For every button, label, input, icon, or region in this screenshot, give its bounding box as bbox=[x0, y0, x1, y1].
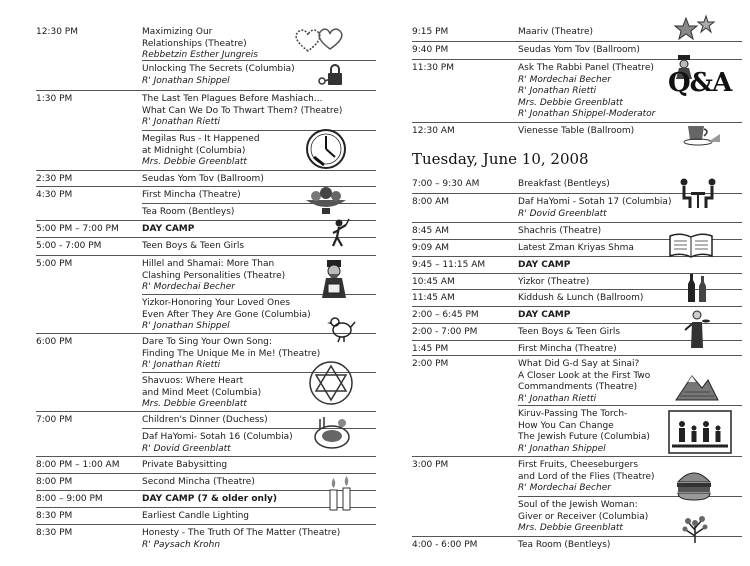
session-title: Tea Room (Bentleys) bbox=[142, 207, 235, 217]
session bbox=[518, 500, 698, 535]
tree-icon bbox=[680, 512, 710, 544]
bird-icon bbox=[326, 310, 356, 344]
speaker-name: R' Jonathan Rietti bbox=[142, 360, 221, 370]
open-book-icon bbox=[668, 232, 714, 260]
session-title: Kiruv-Passing The Torch- bbox=[518, 409, 628, 419]
people-table-icon bbox=[676, 176, 720, 214]
session bbox=[518, 310, 698, 322]
schedule-row bbox=[36, 220, 376, 238]
session bbox=[518, 359, 698, 405]
session bbox=[142, 528, 342, 551]
time-label: 8:30 PM bbox=[36, 511, 73, 521]
session-title: Seudas Yom Tov (Ballroom) bbox=[142, 174, 264, 184]
time-label: 7:00 – 9:30 AM bbox=[412, 179, 480, 189]
session-title: Maariv (Theatre) bbox=[518, 27, 594, 37]
session-title: Maximizing Our bbox=[142, 27, 213, 37]
session-title: What Did G-d Say at Sinai? bbox=[518, 359, 640, 369]
time-label: 9:40 PM bbox=[412, 45, 449, 55]
session-title: Breakfast (Bentleys) bbox=[518, 179, 610, 189]
speaker-name: R' Paysach Krohn bbox=[142, 539, 221, 550]
time-label: 2:00 - 7:00 PM bbox=[412, 327, 478, 337]
session bbox=[142, 64, 342, 87]
baseball-player-icon bbox=[328, 218, 350, 248]
time-label: 4:30 PM bbox=[36, 190, 73, 200]
rabbi-icon bbox=[316, 258, 352, 300]
session-title: Teen Boys & Teen Girls bbox=[518, 327, 621, 337]
session bbox=[142, 511, 342, 523]
session-title: at Midnight (Columbia) bbox=[142, 145, 246, 156]
fruit-basket-icon bbox=[302, 184, 350, 216]
speaker-name: Rebbetzin Esther Jungreis bbox=[142, 50, 258, 60]
speaker-name: R' Jonathan Shippel-Moderator bbox=[518, 109, 656, 119]
divider bbox=[142, 60, 376, 61]
session-title: Shavuos: Where Heart bbox=[142, 376, 244, 386]
schedule-row bbox=[36, 237, 376, 256]
session bbox=[518, 277, 698, 289]
session-title: Second Mincha (Theatre) bbox=[142, 477, 255, 487]
session-title: Megilas Rus - It Happened bbox=[142, 134, 260, 144]
candles-icon bbox=[326, 474, 354, 512]
speaker-name: Mrs. Debbie Greenblatt bbox=[142, 157, 247, 167]
time-label: 11:45 AM bbox=[412, 293, 455, 303]
clock-icon bbox=[304, 127, 348, 171]
session-title: Children's Dinner (Duchess) bbox=[142, 415, 268, 425]
time-label: 2:00 – 6:45 PM bbox=[412, 310, 479, 320]
time-label: 8:00 PM bbox=[36, 477, 73, 487]
divider bbox=[518, 405, 742, 406]
session bbox=[142, 298, 342, 333]
time-label: 5:00 PM – 7:00 PM bbox=[36, 224, 119, 234]
session bbox=[518, 460, 698, 495]
session-title: Tea Room (Bentleys) bbox=[518, 540, 611, 550]
speaker-name: R' Jonathan Rietti bbox=[518, 393, 597, 404]
time-label: 5:00 PM bbox=[36, 259, 73, 269]
time-label: 8:00 AM bbox=[412, 197, 449, 207]
session-title: Even After They Are Gone (Columbia) bbox=[142, 309, 311, 320]
time-label: 3:00 PM bbox=[412, 460, 449, 470]
session-title: DAY CAMP bbox=[518, 310, 571, 320]
star-of-david-icon bbox=[308, 360, 354, 406]
time-label: 10:45 AM bbox=[412, 277, 455, 287]
waiter-icon bbox=[684, 310, 710, 350]
session-title: Kiddush & Lunch (Ballroom) bbox=[518, 293, 644, 303]
time-label: 5:00 - 7:00 PM bbox=[36, 241, 102, 251]
speaker-name: R' Jonathan Rietti bbox=[518, 86, 597, 96]
session-title: and Mind Meet (Columbia) bbox=[142, 387, 262, 398]
time-label: 2:00 PM bbox=[412, 359, 449, 369]
speaker-name: R' Dovid Greenblatt bbox=[518, 208, 607, 219]
session-title: Dare To Sing Your Own Song: bbox=[142, 337, 272, 347]
session-title: A Closer Look at the First Two bbox=[518, 370, 651, 381]
coffee-cake-icon bbox=[680, 116, 722, 150]
speaker-name: R' Jonathan Shippel bbox=[142, 321, 230, 331]
session-title: Unlocking The Secrets (Columbia) bbox=[142, 64, 295, 74]
speaker-name: Mrs. Debbie Greenblatt bbox=[518, 97, 623, 108]
session bbox=[518, 197, 698, 220]
lock-key-icon bbox=[316, 63, 348, 89]
time-label: 7:00 PM bbox=[36, 415, 73, 425]
session-title: Seudas Yom Tov (Ballroom) bbox=[518, 45, 640, 55]
session-title: What Can We Do To Thwart Them? (Theatre) bbox=[142, 105, 343, 116]
mountain-icon bbox=[674, 370, 720, 404]
qa-icon: Q&A bbox=[668, 68, 732, 98]
time-label: 4:00 - 6:00 PM bbox=[412, 540, 478, 550]
session bbox=[518, 327, 698, 339]
time-label: 1:45 PM bbox=[412, 344, 449, 354]
session-title: Daf HaYomi - Sotah 17 (Columbia) bbox=[518, 197, 672, 207]
speaker-name: R' Dovid Greenblatt bbox=[142, 443, 231, 454]
session bbox=[518, 293, 698, 305]
session-title: Vienesse Table (Ballroom) bbox=[518, 126, 635, 136]
speaker-name: R' Mordechai Becher bbox=[518, 74, 611, 85]
session-title: Hillel and Shamai: More Than bbox=[142, 259, 275, 269]
speaker-name: R' Jonathan Shippel bbox=[518, 443, 606, 454]
schedule-row bbox=[36, 524, 376, 555]
session-title: Honesty - The Truth Of The Matter (Theatre) bbox=[142, 528, 341, 538]
hamburger-icon bbox=[674, 466, 714, 504]
session-title: How You Can Change bbox=[518, 420, 614, 431]
session-title: DAY CAMP bbox=[142, 224, 195, 234]
session bbox=[518, 540, 698, 552]
speaker-name: R' Mordechai Becher bbox=[518, 483, 611, 493]
time-label: 6:00 PM bbox=[36, 337, 73, 347]
session-title: First Mincha (Theatre) bbox=[518, 344, 617, 354]
session-title: The Jewish Future (Columbia) bbox=[518, 432, 650, 442]
session bbox=[142, 241, 342, 253]
speaker-name: R' Jonathan Rietti bbox=[142, 117, 221, 127]
time-label: 12:30 AM bbox=[412, 126, 455, 136]
session bbox=[142, 224, 342, 236]
session-title: Ask The Rabbi Panel (Theatre) bbox=[518, 63, 654, 73]
time-label: 8:00 – 9:00 PM bbox=[36, 494, 103, 504]
session bbox=[142, 94, 342, 129]
time-label: 11:30 PM bbox=[412, 63, 454, 73]
session bbox=[518, 260, 698, 272]
time-label: 1:30 PM bbox=[36, 94, 73, 104]
session-title: First Fruits, Cheeseburgers bbox=[518, 460, 639, 470]
session-title: Yizkor (Theatre) bbox=[518, 277, 590, 287]
session-title: Teen Boys & Teen Girls bbox=[142, 241, 245, 251]
schedule-row bbox=[36, 490, 376, 508]
family-icon bbox=[668, 410, 732, 454]
schedule-row bbox=[36, 507, 376, 525]
session-title: Soul of the Jewish Woman: bbox=[518, 500, 638, 510]
time-label: 9:09 AM bbox=[412, 243, 449, 253]
speaker-name: R' Mordechai Becher bbox=[142, 282, 235, 292]
speaker-name: Mrs. Debbie Greenblatt bbox=[518, 523, 623, 533]
session bbox=[518, 344, 698, 356]
time-label: 8:00 PM – 1:00 AM bbox=[36, 460, 120, 470]
stars-icon bbox=[674, 14, 718, 48]
time-label: 8:45 AM bbox=[412, 226, 449, 236]
speaker-name: Mrs. Debbie Greenblatt bbox=[142, 399, 247, 409]
time-label: 12:30 PM bbox=[36, 27, 78, 37]
session-title: Giver or Receiver (Columbia) bbox=[518, 511, 649, 522]
session-title: Relationships (Theatre) bbox=[142, 38, 247, 49]
session-title: Commandments (Theatre) bbox=[518, 382, 638, 392]
time-label: 9:15 PM bbox=[412, 27, 449, 37]
day-heading: Tuesday, June 10, 2008 bbox=[412, 150, 589, 168]
session-title: and Lord of the Flies (Theatre) bbox=[518, 471, 655, 482]
session-title: Latest Zman Kriyas Shma bbox=[518, 243, 634, 253]
time-label: 2:30 PM bbox=[36, 174, 73, 184]
session-title: Daf HaYomi- Sotah 16 (Columbia) bbox=[142, 432, 293, 442]
session bbox=[142, 259, 342, 294]
dinner-plate-icon bbox=[312, 413, 352, 455]
schedule-row bbox=[36, 473, 376, 491]
session-title: Yizkor-Honoring Your Loved Ones bbox=[142, 298, 291, 308]
hearts-icon bbox=[292, 26, 350, 54]
session bbox=[142, 477, 342, 489]
time-label: 8:30 PM bbox=[36, 528, 73, 538]
schedule-row bbox=[36, 456, 376, 474]
session-title: Private Babysitting bbox=[142, 460, 228, 470]
session bbox=[518, 179, 698, 191]
session-title: Shachris (Theatre) bbox=[518, 226, 602, 236]
session bbox=[142, 460, 342, 472]
time-label: 9:45 – 11:15 AM bbox=[412, 260, 486, 270]
wine-bottles-icon bbox=[682, 272, 712, 304]
session-title: Clashing Personalities (Theatre) bbox=[142, 270, 286, 281]
session-title: First Mincha (Theatre) bbox=[142, 190, 241, 200]
session-title: DAY CAMP (7 & older only) bbox=[142, 494, 278, 504]
session bbox=[518, 126, 698, 138]
speaker-name: R' Jonathan Shippel bbox=[142, 75, 230, 86]
session-title: The Last Ten Plagues Before Mashiach... bbox=[142, 94, 323, 104]
session-title: Finding The Unique Me in Me! (Theatre) bbox=[142, 348, 321, 359]
session-title: DAY CAMP bbox=[518, 260, 571, 270]
session bbox=[142, 494, 342, 506]
session-title: Earliest Candle Lighting bbox=[142, 511, 250, 521]
session bbox=[518, 27, 698, 39]
